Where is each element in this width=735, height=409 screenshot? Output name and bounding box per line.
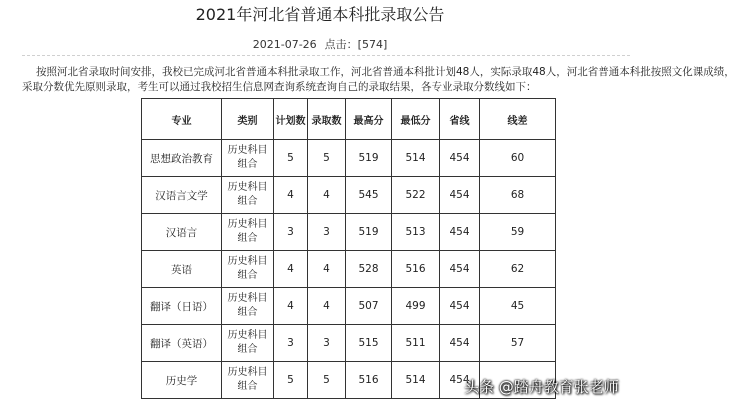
table-row [142, 325, 556, 362]
cell-max-score: 519 [346, 214, 392, 251]
clicks-label: 点击： [324, 38, 358, 51]
cell-line-diff: 62 [480, 251, 556, 288]
cell-category: 历史科目 组合 [222, 251, 274, 288]
cell-max-score: 528 [346, 251, 392, 288]
cell-plan: 4 [274, 177, 308, 214]
cell-line-diff: 60 [480, 140, 556, 177]
cell-major: 历史学 [142, 362, 222, 399]
cell-min-score: 514 [392, 362, 440, 399]
cell-min-score: 516 [392, 251, 440, 288]
cell-province-line: 454 [440, 214, 480, 251]
cell-min-score: 511 [392, 325, 440, 362]
cell-province-line: 454 [440, 177, 480, 214]
cell-province-line: 454 [440, 140, 480, 177]
cell-admitted: 4 [308, 251, 346, 288]
cell-province-line: 454 [440, 251, 480, 288]
cell-plan: 4 [274, 251, 308, 288]
header-province-line: 省线 [440, 99, 480, 140]
cell-min-score: 513 [392, 214, 440, 251]
cell-max-score: 516 [346, 362, 392, 399]
cell-max-score: 545 [346, 177, 392, 214]
cell-min-score: 514 [392, 140, 440, 177]
cell-admitted: 4 [308, 288, 346, 325]
table-row [142, 177, 556, 214]
publish-date: 2021-07-26 [252, 38, 317, 51]
cell-plan: 4 [274, 288, 308, 325]
cell-major: 思想政治教育 [142, 140, 222, 177]
header-admitted: 录取数 [308, 99, 346, 140]
intro-line-2: 采取分数优先原则录取，考生可以通过我校招生信息网查询系统查询自己的录取结果，各专业录取分数线如下： [22, 81, 537, 93]
cell-plan: 5 [274, 140, 308, 177]
cell-admitted: 5 [308, 140, 346, 177]
table-header-row [142, 99, 556, 140]
cell-province-line: 454 [440, 288, 480, 325]
table-row [142, 214, 556, 251]
table-row [142, 140, 556, 177]
cell-line-diff: 45 [480, 288, 556, 325]
cell-max-score: 519 [346, 140, 392, 177]
cell-category: 历史科目 组合 [222, 325, 274, 362]
header-plan: 计划数 [274, 99, 308, 140]
cell-admitted: 3 [308, 214, 346, 251]
cell-admitted: 4 [308, 177, 346, 214]
cell-min-score: 522 [392, 177, 440, 214]
cell-line-diff: 57 [480, 325, 556, 362]
cell-max-score: 515 [346, 325, 392, 362]
cell-admitted: 3 [308, 325, 346, 362]
page-title: 2021年河北省普通本科批录取公告 [195, 5, 445, 24]
divider [22, 55, 630, 56]
cell-major: 翻译（日语） [142, 288, 222, 325]
table-row [142, 288, 556, 325]
cell-category: 历史科目 组合 [222, 214, 274, 251]
header-max-score: 最高分 [346, 99, 392, 140]
cell-category: 历史科目 组合 [222, 362, 274, 399]
cell-category: 历史科目 组合 [222, 177, 274, 214]
cell-major: 汉语言文学 [142, 177, 222, 214]
article-meta [0, 36, 640, 52]
watermark: 头条 @踏舟教育张老师 [464, 378, 619, 396]
header-min-score: 最低分 [392, 99, 440, 140]
cell-plan: 3 [274, 214, 308, 251]
cell-plan: 5 [274, 362, 308, 399]
admission-table [141, 98, 556, 399]
cell-province-line: 454 [440, 325, 480, 362]
header-major: 专业 [142, 99, 222, 140]
intro-paragraph [22, 65, 735, 95]
cell-major: 英语 [142, 251, 222, 288]
cell-province-line: 454 [440, 362, 480, 399]
cell-min-score: 499 [392, 288, 440, 325]
cell-admitted: 5 [308, 362, 346, 399]
cell-line-diff: 59 [480, 214, 556, 251]
cell-plan: 3 [274, 325, 308, 362]
cell-line-diff: 68 [480, 177, 556, 214]
cell-major: 汉语言 [142, 214, 222, 251]
cell-max-score: 507 [346, 288, 392, 325]
clicks-count: [574] [357, 38, 388, 51]
table-row [142, 251, 556, 288]
header-category: 类别 [222, 99, 274, 140]
cell-category: 历史科目 组合 [222, 288, 274, 325]
cell-major: 翻译（英语） [142, 325, 222, 362]
header-line-diff: 线差 [480, 99, 556, 140]
cell-category: 历史科目 组合 [222, 140, 274, 177]
intro-line-1: 按照河北省录取时间安排，我校已完成河北省普通本科批录取工作，河北省普通本科批计划48人，实际录取48人，河北省普通本科批按照文化课成绩， [36, 66, 735, 78]
